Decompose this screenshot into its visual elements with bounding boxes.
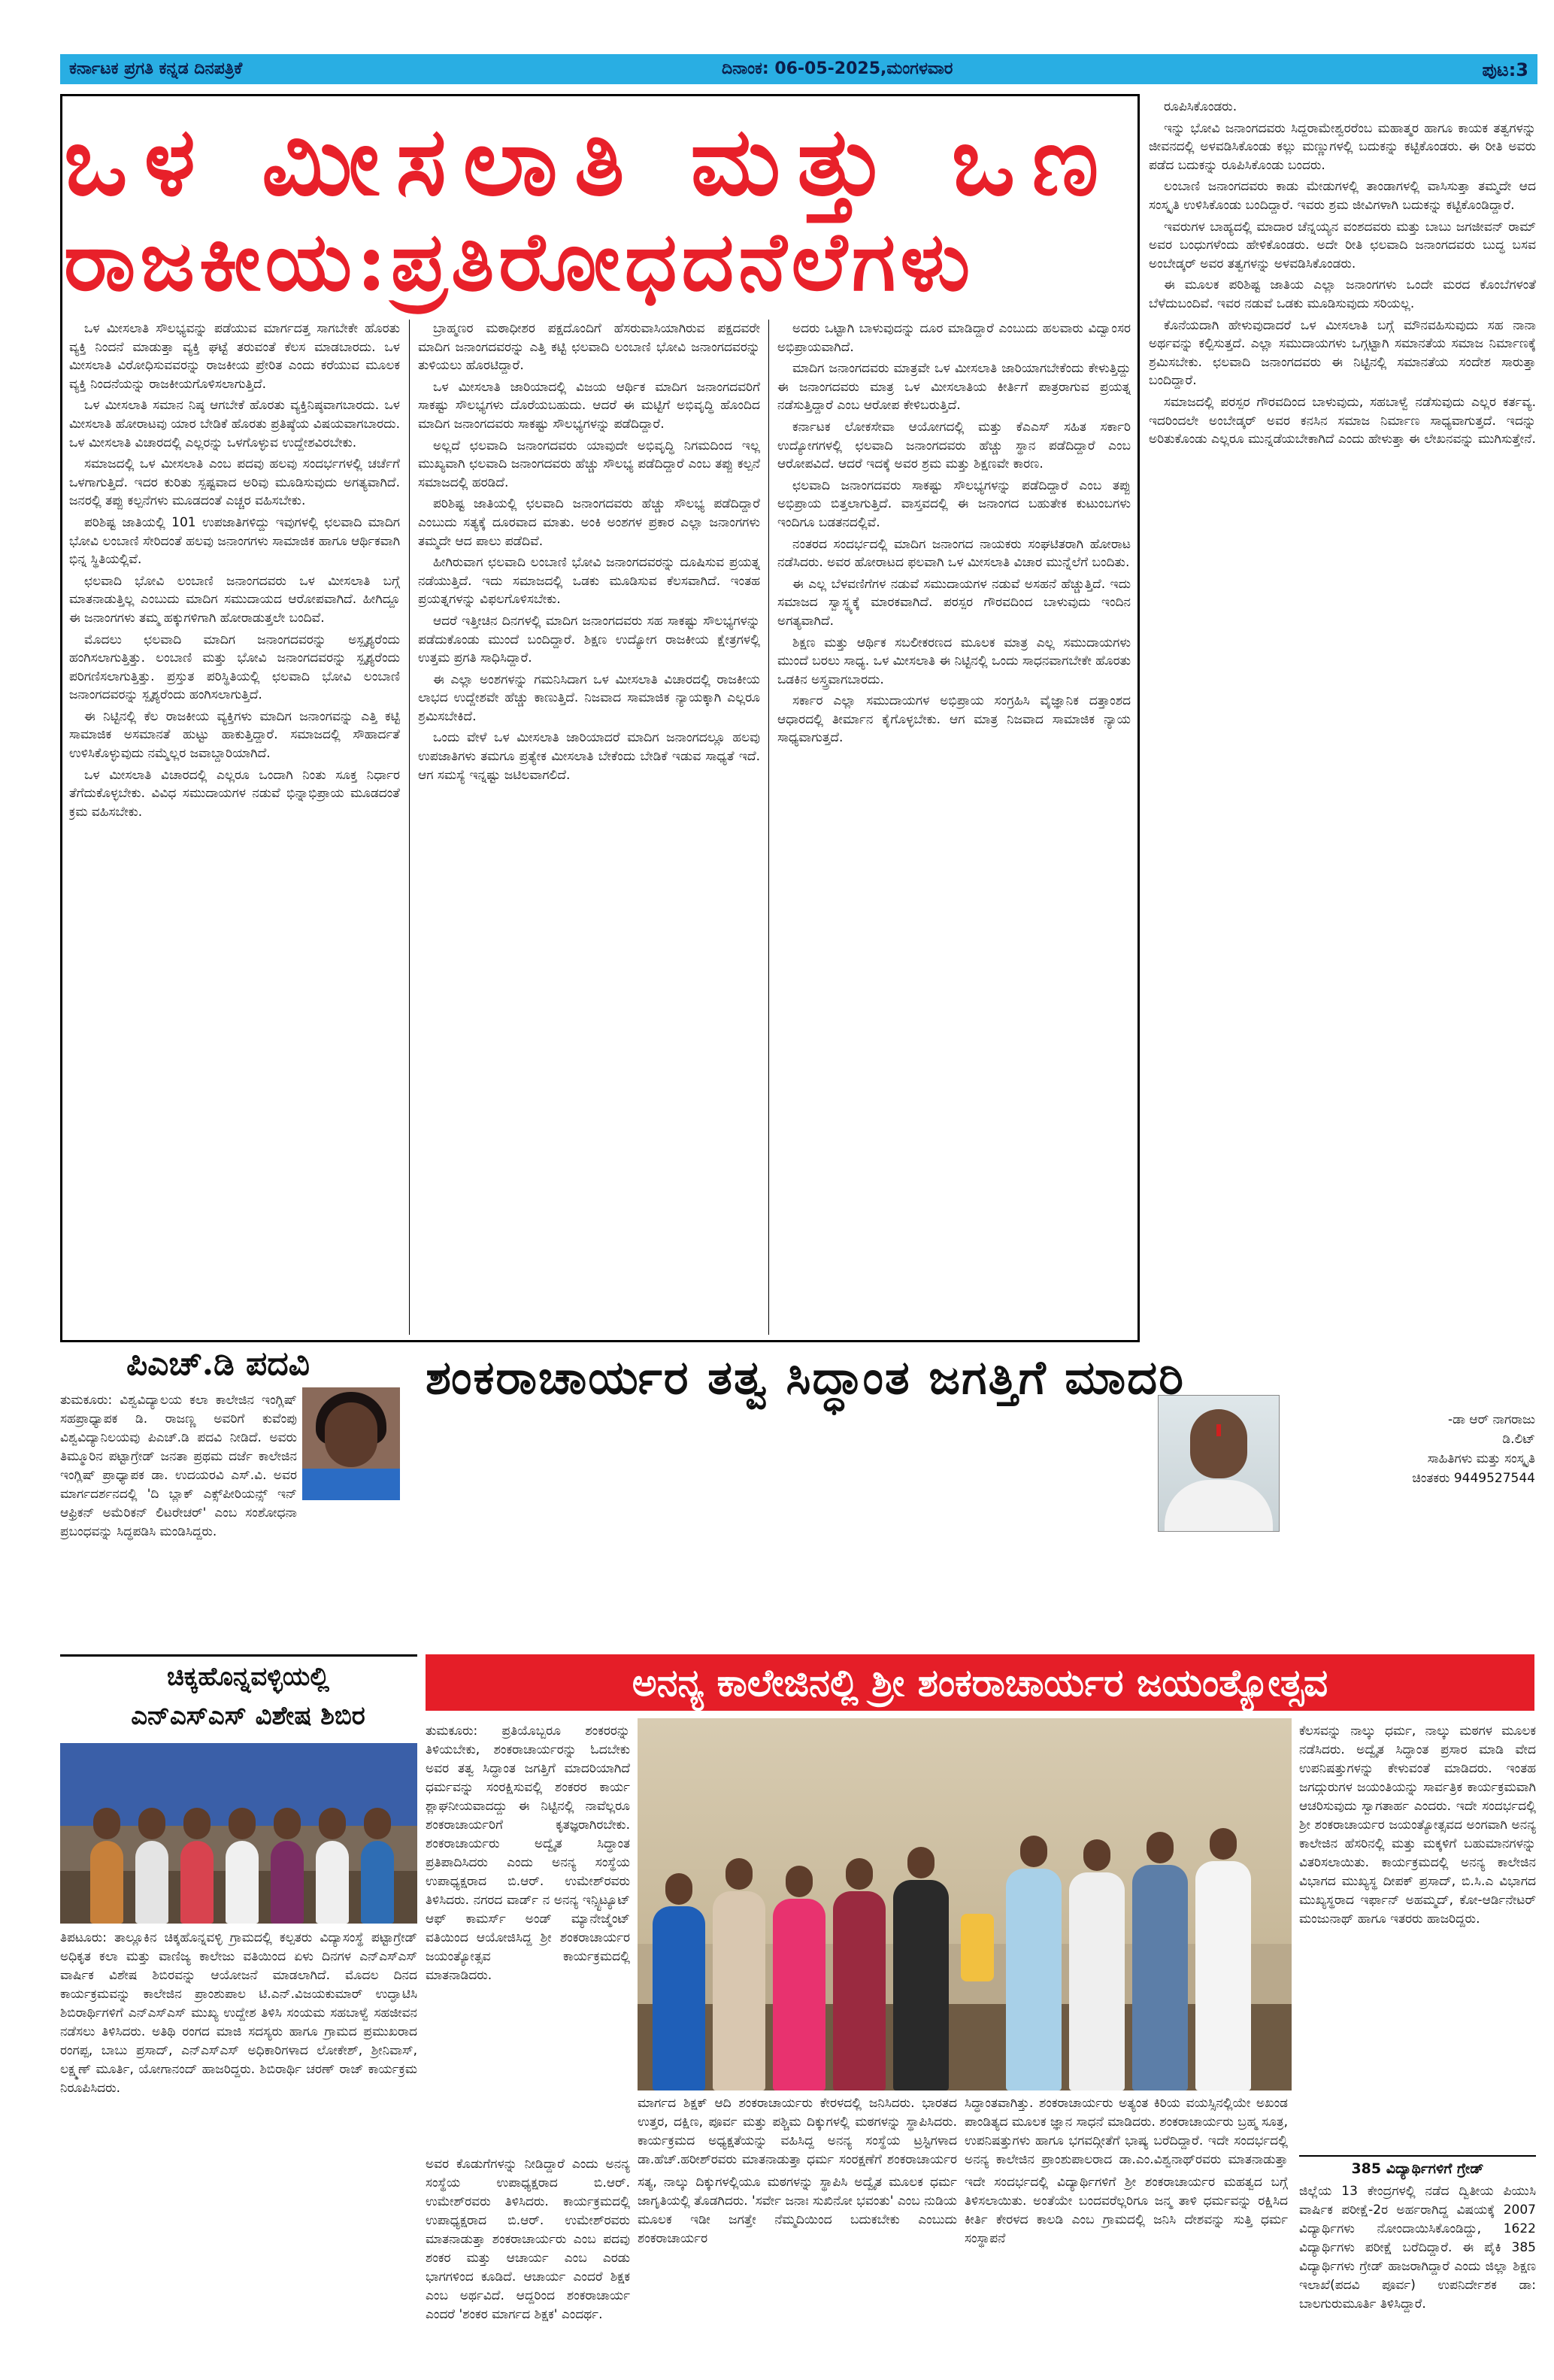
paragraph: ಈ ಎಲ್ಲ ಬೆಳವಣಿಗೆಗಳ ನಡುವೆ ಸಮುದಾಯಗಳ ನಡುವೆ ಅಸಹನೆ ಹೆಚ್ಚುತ್ತಿದೆ. ಇದು ಸಮಾಜದ ಸ್ವಾಸ್ಥ್ಯಕ್ಕೆ ಮಾರಕವಾಗಿದೆ. ಪರಸ್ಪರ ಗೌರವದಿಂದ ಬಾಳುವುದು ಇಂದಿನ ಅಗತ್ಯವಾಗಿದೆ. bbox=[777, 576, 1131, 629]
section-divider bbox=[60, 1654, 417, 1657]
phd-article-body: ತುಮಕೂರು: ವಿಶ್ವವಿದ್ಯಾಲಯ ಕಲಾ ಕಾಲೇಜಿನ ಇಂಗ್ಲಿಷ್ ಸಹಪ್ರಾಧ್ಯಾಪಕ ಡಿ. ರಾಜಣ್ಣ ಅವರಿಗೆ ಕುವೆಂಪು ವಿಶ್ವವಿದ್ಯಾನಿಲಯವು ಪಿಎಚ್.ಡಿ ಪದವಿ ನೀಡಿದೆ. ಅವರು ತಿಮ್ಮೂರಿನ ಪಟ್ಟಾಗ್ರೇಡ್ ಜನತಾ ಪ್ರಥಮ ದರ್ಜೆ ಕಾಲೇಜಿನ ಇಂಗ್ಲಿಷ್ ಪ್ರಾಧ್ಯಾಪಕ ಡಾ. ಉದಯರವಿ ಎಸ್.ವಿ. ಅವರ ಮಾರ್ಗದರ್ಶನದಲ್ಲಿ 'ದಿ ಬ್ಲಾಕ್ ಎಕ್ಸ್‌ಪೀರಿಯನ್ಸ್ ಇನ್ ಆಫ್ರಿಕನ್ ಅಮೆರಿಕನ್ ಲಿಟರೇಚರ್' ಎಂಬ ಸಂಶೋಧನಾ ಪ್ರಬಂಧವನ್ನು ಸಿದ್ಧಪಡಿಸಿ ಮಂಡಿಸಿದ್ದರು. bbox=[60, 1393, 297, 1539]
column-divider bbox=[409, 320, 410, 1335]
shankara-subheadline-banner: ಅನನ್ಯ ಕಾಲೇಜಿನಲ್ಲಿ ಶ್ರೀ ಶಂಕರಾಚಾರ್ಯರ ಜಯಂತ್ಯೋತ್ಸವ bbox=[426, 1654, 1534, 1711]
author-phone: ಚಿಂತಕರು 9449527544 bbox=[1412, 1471, 1535, 1486]
author-role: ಸಾಹಿತಿಗಳು ಮತ್ತು ಸಂಸ್ಕೃತಿ bbox=[1427, 1451, 1535, 1466]
author-name: -ಡಾ ಆರ್ ನಾಗರಾಜು bbox=[1448, 1412, 1535, 1427]
paragraph: ಇನ್ನು ಭೋವಿ ಜನಾಂಗದವರು ಸಿದ್ದರಾಮೇಶ್ವರರೆಂಬ ಮಹಾತ್ಮರ ಹಾಗೂ ಕಾಯಕ ತತ್ವಗಳನ್ನು ಜೀವನದಲ್ಲಿ ಅಳವಡಿಸಿಕೊಂಡು ಕಲ್ಲು ಮಣ್ಣುಗಳಲ್ಲಿ ಬದುಕನ್ನು ಕಟ್ಟಿಕೊಂಡರು. ಈ ರೀತಿ ಅವರು ಪಡೆದ ಬದುಕನ್ನು ರೂಪಿಸಿಕೊಂಡು ಬಂದರು. bbox=[1149, 120, 1536, 173]
main-headline-line2: ರಾಜಕೀಯ:ಪ್ರತಿರೋಧದನೆಲೆಗಳು bbox=[64, 214, 975, 309]
paragraph: ಅಲ್ಲದೆ ಛಲವಾದಿ ಜನಾಂಗದವರು ಯಾವುದೇ ಅಭಿವೃದ್ಧಿ ನಿಗಮದಿಂದ ಇಲ್ಲ ಮುಖ್ಯವಾಗಿ ಛಲವಾದಿ ಜನಾಂಗದವರು ಹೆಚ್ಚು ಸೌಲಭ್ಯ ಪಡೆದಿದ್ದಾರೆ ಎಂಬ ತಪ್ಪು ಕಲ್ಪನೆ ಸಮಾಜದಲ್ಲಿ ಹರಡಿದೆ. bbox=[418, 438, 760, 490]
paragraph: ಲಂಬಾಣಿ ಜನಾಂಗದವರು ಕಾಡು ಮೇಡುಗಳಲ್ಲಿ ತಾಂಡಾಗಳಲ್ಲಿ ವಾಸಿಸುತ್ತಾ ತಮ್ಮದೇ ಆದ ಸಂಸ್ಕೃತಿ ಉಳಿಸಿಕೊಂಡು ಬಂದಿದ್ದಾರೆ. ಇವರು ಶ್ರಮ ಜೀವಿಗಳಾಗಿ ಬದುಕನ್ನು ಕಟ್ಟಿಕೊಂಡಿದ್ದಾರೆ. bbox=[1149, 179, 1536, 213]
page-number: ಪುಟ:3 bbox=[1482, 59, 1528, 80]
paragraph: ರೂಪಿಸಿಕೊಂಡರು. bbox=[1164, 99, 1237, 114]
paragraph: ಆದರೆ ಇತ್ತೀಚಿನ ದಿನಗಳಲ್ಲಿ ಮಾದಿಗ ಜನಾಂಗದವರು ಸಹ ಸಾಕಷ್ಟು ಸೌಲಭ್ಯಗಳನ್ನು ಪಡೆದುಕೊಂಡು ಮುಂದೆ ಬಂದಿದ್ದಾರೆ. ಶಿಕ್ಷಣ ಉದ್ಯೋಗ ರಾಜಕೀಯ ಕ್ಷೇತ್ರಗಳಲ್ಲಿ ಉತ್ತಮ ಪ್ರಗತಿ ಸಾಧಿಸಿದ್ದಾರೆ. bbox=[418, 613, 760, 666]
shankara-column-mid-1: ಮಾರ್ಗದ ಶಿಕ್ಷಕ್ ಆದಿ ಶಂಕರಾಚಾರ್ಯರು ಕೇರಳದಲ್ಲಿ ಜನಿಸಿದರು. ಭಾರತದ ಉತ್ತರ, ದಕ್ಷಿಣ, ಪೂರ್ವ ಮತ್ತು ಪಶ್ಚಿಮ ದಿಕ್ಕುಗಳಲ್ಲಿ ಮಠಗಳನ್ನು ಸ್ಥಾಪಿಸಿದರು. ಕಾರ್ಯಕ್ರಮದ ಅಧ್ಯಕ್ಷತೆಯನ್ನು ವಹಿಸಿದ್ದ ಅನನ್ಯ ಸಂಸ್ಥೆಯ ಟ್ರಸ್ಟಿಗಳಾದ ಡಾ.ಹೆಚ್.ಹರೀಶ್‌ರವರು ಮಾತನಾಡುತ್ತಾ ಧರ್ಮ ಸಂರಕ್ಷಣೆಗೆ ಶಂಕರಾಚಾರ್ಯರ bbox=[638, 2096, 957, 2167]
nss-headline-line2: ಎನ್‌ಎಸ್‌ಎಸ್ ವಿಶೇಷ ಶಿಬಿರ bbox=[131, 1701, 365, 1731]
paragraph: ಇವರುಗಳ ಬಾಹ್ಯದಲ್ಲಿ ಮಾದಾರ ಚೆನ್ನಯ್ಯನ ವಂಶದವರು ಮತ್ತು ಬಾಬು ಜಗಜೀವನ್ ರಾಮ್ ಅವರ ಬಂಧುಗಳೆಂದು ಹೇಳಿಕೊಂಡರು. ಅದೇ ರೀತಿ ಛಲವಾದಿ ಜನಾಂಗದವರು ಬುದ್ಧ ಬಸವ ಅಂಬೇಡ್ಕರ್ ಅವರ ತತ್ವಗಳನ್ನು ಅಳವಡಿಸಿಕೊಂಡರು. bbox=[1149, 219, 1536, 271]
paragraph: ಮೊದಲು ಛಲವಾದಿ ಮಾದಿಗ ಜನಾಂಗದವರನ್ನು ಅಸ್ಪೃಶ್ಯರೆಂದು ಹಂಗಿಸಲಾಗುತ್ತಿತ್ತು. ಲಂಬಾಣಿ ಮತ್ತು ಭೋವಿ ಜನಾಂಗದವರನ್ನು ಸ್ಪೃಶ್ಯರೆಂದು ಪರಿಗಣಿಸಲಾಗುತ್ತಿತ್ತು. ಪ್ರಸ್ತುತ ಪರಿಸ್ಥಿತಿಯಲ್ಲಿ ಛಲವಾದಿ ಭೋವಿ ಲಂಬಾಣಿ ಜನಾಂಗದವರನ್ನು ಸ್ಪೃಶ್ಯರೆಂದು ಹಂಗಿಸಲಾಗುತ್ತಿದೆ. bbox=[69, 632, 400, 703]
newspaper-name: ಕರ್ನಾಟಕ ಪ್ರಗತಿ ಕನ್ನಡ ದಿನಪತ್ರಿಕೆ bbox=[69, 59, 243, 78]
nss-article-body: ತಿಪಟೂರು: ತಾಲ್ಲೂಕಿನ ಚಿಕ್ಕಹೊನ್ನವಳ್ಳಿ ಗ್ರಾಮದಲ್ಲಿ ಕಲ್ಪತರು ವಿದ್ಯಾಸಂಸ್ಥೆ ಪಟ್ಟಾಗ್ರೇಡ್ ಅಧಿಕೃತ ಕಲಾ ಮತ್ತು ವಾಣಿಜ್ಯ ಕಾಲೇಜು ವತಿಯಿಂದ ಏಳು ದಿನಗಳ ಎನ್‌ಎಸ್‌ಎಸ್ ವಾರ್ಷಿಕ ವಿಶೇಷ ಶಿಬಿರವನ್ನು ಆಯೋಜನೆ ಮಾಡಲಾಗಿದೆ. ಮೊದಲ ದಿನದ ಕಾರ್ಯಕ್ರಮವನ್ನು ಕಾಲೇಜಿನ ಪ್ರಾಂಶುಪಾಲ ಟಿ.ಎನ್.ವಿಜಯಕುಮಾರ್ ಉದ್ಘಾಟಿಸಿ ಶಿಬಿರಾರ್ಥಿಗಳಿಗೆ ಎನ್‌ಎಸ್‌ಎಸ್ ಮುಖ್ಯ ಉದ್ದೇಶ ತಿಳಿಸಿ ಸಂಯಮ ಸಹಬಾಳ್ವೆ ಸಹಜೀವನ ನಡೆಸಲು ತಿಳಿಸಿದರು. ಅತಿಥಿ ರಂಗದ ಮಾಜಿ ಸದಸ್ಯರು ಹಾಗೂ ಗ್ರಾಮದ ಪ್ರಮುಖರಾದ ರಂಗಪ್ಪ, ಬಾಬು ಪ್ರಸಾದ್, ಎನ್‌ಎಸ್‌ಎಸ್ ಅಧಿಕಾರಿಗಳಾದ ಲೋಕೇಶ್, ಶ್ರೀನಿವಾಸ್, ಲಕ್ಷ್ಮಣ್ ಮೂರ್ತಿ, ಯೋಗಾನಂದ್ ಹಾಜರಿದ್ದರು. ಶಿಬಿರಾರ್ಥಿ ಚರಣ್ ರಾಜ್ ಕಾರ್ಯಕ್ರಮ ನಿರೂಪಿಸಿದರು. bbox=[60, 1930, 417, 2096]
college-group-photo bbox=[638, 1718, 1292, 2090]
nss-headline-line1: ಚಿಕ್ಕಹೊನ್ನವಳ್ಳಿಯಲ್ಲಿ bbox=[166, 1662, 330, 1692]
article-column-2 bbox=[418, 320, 760, 1335]
paragraph: ಕರ್ನಾಟಕ ಲೋಕಸೇವಾ ಆಯೋಗದಲ್ಲಿ ಮತ್ತು ಕೆಎಎಸ್ ಸಹಿತ ಸರ್ಕಾರಿ ಉದ್ಯೋಗಗಳಲ್ಲಿ ಛಲವಾದಿ ಜನಾಂಗದವರು ಹೆಚ್ಚು ಸ್ಥಾನ ಪಡೆದಿದ್ದಾರೆ ಎಂಬ ಆರೋಪವಿದೆ. ಆದರೆ ಇದಕ್ಕೆ ಅವರ ಶ್ರಮ ಮತ್ತು ಶಿಕ್ಷಣವೇ ಕಾರಣ. bbox=[777, 419, 1131, 472]
paragraph: ನಂತರದ ಸಂದರ್ಭದಲ್ಲಿ ಮಾದಿಗ ಜನಾಂಗದ ನಾಯಕರು ಸಂಘಟಿತರಾಗಿ ಹೋರಾಟ ನಡೆಸಿದರು. ಅವರ ಹೋರಾಟದ ಫಲವಾಗಿ ಒಳ ಮೀಸಲಾತಿ ವಿಚಾರ ಮುನ್ನೆಲೆಗೆ ಬಂದಿತು. bbox=[777, 536, 1131, 571]
grade-exam-body: ಜಿಲ್ಲೆಯ 13 ಕೇಂದ್ರಗಳಲ್ಲಿ ನಡೆದ ದ್ವಿತೀಯ ಪಿಯುಸಿ ವಾರ್ಷಿಕ ಪರೀಕ್ಷೆ-2ರ ಅರ್ಹರಾಗಿದ್ದ ವಿಷಯಕ್ಕೆ 2007 ವಿದ್ಯಾರ್ಥಿಗಳು ನೋಂದಾಯಿಸಿಕೊಂಡಿದ್ದು, 1622 ವಿದ್ಯಾರ್ಥಿಗಳು ಪರೀಕ್ಷೆ ಬರೆದಿದ್ದಾರೆ. ಈ ಪೈಕಿ 385 ವಿದ್ಯಾರ್ಥಿಗಳು ಗ್ರೇಡ್ ಹಾಜರಾಗಿದ್ದಾರೆ ಎಂದು ಜಿಲ್ಲಾ ಶಿಕ್ಷಣ ಇಲಾಖೆ(ಪದವಿ ಪೂರ್ವ) ಉಪನಿರ್ದೇಶಕ ಡಾ: ಬಾಲಗುರುಮೂರ್ತಿ ತಿಳಿಸಿದ್ದಾರೆ. bbox=[1299, 2184, 1536, 2312]
nss-camp-photo bbox=[60, 1743, 417, 1924]
paragraph: ಒಳ ಮೀಸಲಾತಿ ಸಮಾನ ನಿಷ್ಠ ಆಗಬೇಕೆ ಹೊರತು ವ್ಯಕ್ತಿನಿಷ್ಠವಾಗಬಾರದು. ಒಳ ಮೀಸಲಾತಿ ಹೋರಾಟವು ಯಾರ ಬೇಡಿಕೆ ಹೊರತು ಪ್ರತಿಷ್ಠೆಯ ವಿಷಯವಾಗಬಾರದು. ಒಳ ಮೀಸಲಾತಿ ವಿಚಾರದಲ್ಲಿ ಎಲ್ಲರನ್ನು ಒಳಗೊಳ್ಳುವ ಉದ್ದೇಶವಿರಬೇಕು. bbox=[69, 398, 400, 450]
main-headline-line1: ಒಳ ಮೀಸಲಾತಿ ಮತ್ತು ಒಣ bbox=[64, 105, 1116, 217]
shankara-column-bottom-a: ಅವರ ಕೊಡುಗೆಗಳನ್ನು ನೀಡಿದ್ದಾರೆ ಎಂದು ಅನನ್ಯ ಸಂಸ್ಥೆಯ ಉಪಾಧ್ಯಕ್ಷರಾದ ಬಿ.ಆರ್. ಉಮೇಶ್‌ರವರು ತಿಳಿಸಿದರು. ಕಾರ್ಯಕ್ರಮದಲ್ಲಿ ಉಪಾಧ್ಯಕ್ಷರಾದ ಬಿ.ಆರ್. ಉಮೇಶ್‌ರವರು ಮಾತನಾಡುತ್ತಾ ಶಂಕರಾಚಾರ್ಯರು ಎಂಬ ಪದವು ಶಂಕರ ಮತ್ತು ಆಚಾರ್ಯ ಎಂಬ ಎರಡು ಭಾಗಗಳಿಂದ ಕೂಡಿದೆ. ಆಚಾರ್ಯ ಎಂದರೆ ಶಿಕ್ಷಕ ಎಂಬ ಅರ್ಥವಿದೆ. ಆದ್ದರಿಂದ ಶಂಕರಾಚಾರ್ಯ ಎಂದರೆ 'ಶಂಕರ ಮಾರ್ಗದ ಶಿಕ್ಷಕ' ಎಂದರ್ಥ. bbox=[426, 2157, 630, 2322]
author-photo bbox=[1158, 1395, 1280, 1532]
paragraph: ಒಳ ಮೀಸಲಾತಿ ಸೌಲಭ್ಯವನ್ನು ಪಡೆಯುವ ಮಾರ್ಗದತ್ತ ಸಾಗಬೇಕೇ ಹೊರತು ವ್ಯಕ್ತಿ ನಿಂದನೆ ಮಾಡುತ್ತಾ ವ್ಯಕ್ತಿ ಘಟ್ಟೆ ತರುವಂತೆ ಕೆಲಸ ಮಾಡಬಾರದು. ಒಳ ಮೀಸಲಾತಿ ವಿರೋಧಿಸುವವರನ್ನು ರಾಜಕೀಯ ಪ್ರೇರಿತ ಎಂದು ಕರೆಯುವ ಮೂಲಕ ವ್ಯಕ್ತಿ ನಿಂದನೆಯನ್ನು ರಾಜಕೀಯಗೊಳಿಸಲಾಗುತ್ತಿದೆ. bbox=[69, 321, 400, 392]
article-column-4 bbox=[1149, 98, 1536, 1387]
paragraph: ಸಮಾಜದಲ್ಲಿ ಒಳ ಮೀಸಲಾತಿ ಎಂಬ ಪದವು ಹಲವು ಸಂದರ್ಭಗಳಲ್ಲಿ ಚರ್ಚೆಗೆ ಒಳಗಾಗುತ್ತಿದೆ. ಇದರ ಕುರಿತು ಸ್ಪಷ್ಟವಾದ ಅರಿವು ಮೂಡಿಸುವುದು ಅಗತ್ಯವಾಗಿದೆ. ಜನರಲ್ಲಿ ತಪ್ಪು ಕಲ್ಪನೆಗಳು ಮೂಡದಂತೆ ಎಚ್ಚರ ವಹಿಸಬೇಕು. bbox=[69, 456, 400, 509]
shankara-column-right-top: ಕೆಲಸವನ್ನು ನಾಲ್ಕು ಧರ್ಮ, ನಾಲ್ಕು ಮಠಗಳ ಮೂಲಕ ನಡೆಸಿದರು. ಅದ್ವೈತ ಸಿದ್ಧಾಂತ ಪ್ರಸಾರ ಮಾಡಿ ವೇದ ಉಪನಿಷತ್ತುಗಳನ್ನು ಕೇಳುವಂತೆ ಮಾಡಿದರು. ಇಂತಹ ಜಗದ್ಗುರುಗಳ ಜಯಂತಿಯನ್ನು ಸಾರ್ವತ್ರಿಕ ಕಾರ್ಯಕ್ರಮವಾಗಿ ಆಚರಿಸುವುದು ಸ್ವಾಗತಾರ್ಹ ಎಂದರು. ಇದೇ ಸಂದರ್ಭದಲ್ಲಿ ಶ್ರೀ ಶಂಕರಾಚಾರ್ಯರ ಜಯಂತ್ಯೋತ್ಸವದ ಅಂಗವಾಗಿ ಅನನ್ಯ ಕಾಲೇಜಿನ ಹೆಸರಿನಲ್ಲಿ ಮತ್ತು ಮಕ್ಕಳಿಗೆ ಬಹುಮಾನಗಳನ್ನು ವಿತರಿಸಲಾಯಿತು. ಕಾರ್ಯಕ್ರಮದಲ್ಲಿ ಅನನ್ಯ ಕಾಲೇಜಿನ ವಿಭಾಗದ ಮುಖ್ಯಸ್ಥ ದೀಪಕ್ ಪ್ರಸಾದ್, ಬಿ.ಸಿ.ಎ ವಿಭಾಗದ ಮುಖ್ಯಸ್ಥರಾದ ಇರ್ಫಾನ್ ಅಹಮ್ಮದ್, ಕೋ-ಆರ್ಡಿನೇಟರ್ ಮಂಜುನಾಥ್ ಹಾಗೂ ಇತರರು ಹಾಜರಿದ್ದರು. bbox=[1299, 1724, 1536, 1927]
shankara-column-bottom-b: ಸತ್ಯ, ನಾಲ್ಕು ದಿಕ್ಕುಗಳಲ್ಲಿಯೂ ಮಠಗಳನ್ನು ಸ್ಥಾಪಿಸಿ ಅದ್ವೈತ ಮೂಲಕ ಧರ್ಮ ಜಾಗೃತಿಯಲ್ಲಿ ತೊಡಗಿದರು. 'ಸರ್ವೇ ಜನಾಃ ಸುಖಿನೋ ಭವಂತು' ಎಂಬ ನುಡಿಯ ಮೂಲಕ ಇಡೀ ಜಗತ್ತೇ ನೆಮ್ಮದಿಯಿಂದ ಬದುಕಬೇಕು ಎಂಬುದು ಶಂಕರಾಚಾರ್ಯರ bbox=[638, 2175, 957, 2246]
shankara-column-mid-2: ಸಿದ್ಧಾಂತವಾಗಿತ್ತು. ಶಂಕರಾಚಾರ್ಯರು ಅತ್ಯಂತ ಕಿರಿಯ ವಯಸ್ಸಿನಲ್ಲಿಯೇ ಅಖಂಡ ಪಾಂಡಿತ್ಯದ ಮೂಲಕ ಜ್ಞಾನ ಸಾಧನೆ ಮಾಡಿದರು. ಶಂಕರಾಚಾರ್ಯರು ಬ್ರಹ್ಮ ಸೂತ್ರ, ಉಪನಿಷತ್ತುಗಳು ಹಾಗೂ ಭಗವದ್ಗೀತೆಗೆ ಭಾಷ್ಯ ಬರೆದಿದ್ದಾರೆ. ಇದೇ ಸಂದರ್ಭದಲ್ಲಿ ಅನನ್ಯ ಕಾಲೇಜಿನ ಪ್ರಾಂಶುಪಾಲರಾದ ಡಾ.ಎಂ.ವಿಶ್ವನಾಥ್‌ರವರು ಮಾತನಾಡುತ್ತಾ bbox=[965, 2096, 1288, 2167]
paragraph: ಈ ಎಲ್ಲಾ ಅಂಶಗಳನ್ನು ಗಮನಿಸಿದಾಗ ಒಳ ಮೀಸಲಾತಿ ವಿಚಾರದಲ್ಲಿ ರಾಜಕೀಯ ಲಾಭದ ಉದ್ದೇಶವೇ ಹೆಚ್ಚು ಕಾಣುತ್ತಿದೆ. ನಿಜವಾದ ಸಾಮಾಜಿಕ ನ್ಯಾಯಕ್ಕಾಗಿ ಎಲ್ಲರೂ ಶ್ರಮಿಸಬೇಕಿದೆ. bbox=[418, 672, 760, 724]
article-column-3 bbox=[777, 320, 1131, 1335]
paragraph: ಹೀಗಿರುವಾಗ ಛಲವಾದಿ ಲಂಬಾಣಿ ಭೋವಿ ಜನಾಂಗದವರನ್ನು ದೂಷಿಸುವ ಪ್ರಯತ್ನ ನಡೆಯುತ್ತಿದೆ. ಇದು ಸಮಾಜದಲ್ಲಿ ಒಡಕು ಮೂಡಿಸುವ ಕೆಲಸವಾಗಿದೆ. ಇಂತಹ ಪ್ರಯತ್ನಗಳನ್ನು ವಿಫಲಗೊಳಿಸಬೇಕು. bbox=[418, 555, 760, 608]
grade-exam-headline: 385 ವಿದ್ಯಾರ್ಥಿಗಳಿಗೆ ಗ್ರೇಡ್ bbox=[1351, 2160, 1484, 2177]
article-column-1 bbox=[69, 320, 400, 1335]
paragraph: ಕೊನೆಯದಾಗಿ ಹೇಳುವುದಾದರೆ ಒಳ ಮೀಸಲಾತಿ ಬಗ್ಗೆ ಮೌನವಹಿಸುವುದು ಸಹ ನಾನಾ ಅರ್ಥವನ್ನು ಕಲ್ಪಿಸುತ್ತದೆ. ಎಲ್ಲಾ ಸಮುದಾಯಗಳು ಒಗ್ಗಟ್ಟಾಗಿ ಸಮಾನತೆಯ ಸಮಾಜ ನಿರ್ಮಾಣಕ್ಕೆ ಶ್ರಮಿಸಬೇಕು. ಛಲವಾದಿ ಜನಾಂಗದವರು ಈ ನಿಟ್ಟಿನಲ್ಲಿ ಸಮಾನತೆಯ ಸಂದೇಶ ಸಾರುತ್ತಾ ಬಂದಿದ್ದಾರೆ. bbox=[1149, 317, 1536, 389]
paragraph: ಅದರು ಒಟ್ಟಾಗಿ ಬಾಳುವುದನ್ನು ದೂರ ಮಾಡಿದ್ದಾರೆ ಎಂಬುದು ಹಲವಾರು ವಿದ್ವಾಂಸರ ಅಭಿಪ್ರಾಯವಾಗಿದೆ. bbox=[777, 321, 1131, 355]
paragraph: ಸರ್ಕಾರ ಎಲ್ಲಾ ಸಮುದಾಯಗಳ ಅಭಿಪ್ರಾಯ ಸಂಗ್ರಹಿಸಿ ವೈಜ್ಞಾನಿಕ ದತ್ತಾಂಶದ ಆಧಾರದಲ್ಲಿ ತೀರ್ಮಾನ ಕೈಗೊಳ್ಳಬೇಕು. ಆಗ ಮಾತ್ರ ನಿಜವಾದ ಸಾಮಾಜಿಕ ನ್ಯಾಯ ಸಾಧ್ಯವಾಗುತ್ತದೆ. bbox=[777, 693, 1131, 746]
paragraph: ಮಾದಿಗ ಜನಾಂಗದವರು ಮಾತ್ರವೇ ಒಳ ಮೀಸಲಾತಿ ಜಾರಿಯಾಗಬೇಕೆಂದು ಕೇಳುತ್ತಿದ್ದು ಈ ಜನಾಂಗದವರು ಮಾತ್ರ ಒಳ ಮೀಸಲಾತಿಯ ಕೀರ್ತಿಗೆ ಪಾತ್ರರಾಗುವ ಪ್ರಯತ್ನ ನಡೆಸುತ್ತಿದ್ದಾರೆ ಎಂಬ ಆರೋಪ ಕೇಳಿಬರುತ್ತಿದೆ. bbox=[777, 361, 1131, 414]
masthead-bar bbox=[60, 54, 1537, 84]
paragraph: ಛಲವಾದಿ ಜನಾಂಗದವರು ಸಾಕಷ್ಟು ಸೌಲಭ್ಯಗಳನ್ನು ಪಡೆದಿದ್ದಾರೆ ಎಂಬ ತಪ್ಪು ಅಭಿಪ್ರಾಯ ಬಿತ್ತಲಾಗುತ್ತಿದೆ. ವಾಸ್ತವದಲ್ಲಿ ಈ ಜನಾಂಗದ ಬಹುತೇಕ ಕುಟುಂಬಗಳು ಇಂದಿಗೂ ಬಡತನದಲ್ಲಿವೆ. bbox=[777, 478, 1131, 530]
shankara-column-left: ತುಮಕೂರು: ಪ್ರತಿಯೊಬ್ಬರೂ ಶಂಕರರನ್ನು ತಿಳಿಯಬೇಕು, ಶಂಕರಾಚಾರ್ಯರನ್ನು ಓದಬೇಕು ಅವರ ತತ್ವ ಸಿದ್ಧಾಂತ ಜಗತ್ತಿಗೆ ಮಾದರಿಯಾಗಿದೆ ಧರ್ಮವನ್ನು ಸಂರಕ್ಷಿಸುವಲ್ಲಿ ಶಂಕರರ ಕಾರ್ಯ ಶ್ಲಾಘನೀಯವಾದದ್ದು ಈ ನಿಟ್ಟಿನಲ್ಲಿ ನಾವೆಲ್ಲರೂ ಶಂಕರಾಚಾರ್ಯರಿಗೆ ಕೃತಜ್ಞರಾಗಿರಬೇಕು. ಶಂಕರಾಚಾರ್ಯರು ಅದ್ವೈತ ಸಿದ್ಧಾಂತ ಪ್ರತಿಪಾದಿಸಿದರು ಎಂದು ಅನನ್ಯ ಸಂಸ್ಥೆಯ ಉಪಾಧ್ಯಕ್ಷರಾದ ಬಿ.ಆರ್. ಉಮೇಶ್‌ರವರು ತಿಳಿಸಿದರು. ನಗರದ ವಾರ್ಡ್ ನ ಅನನ್ಯ ಇನ್ಸ್ಟಿಟ್ಯೂಟ್ ಆಫ್ ಕಾಮರ್ಸ್ ಅಂಡ್ ಮ್ಯಾನೇಜ್ಮೆಂಟ್ ವತಿಯಿಂದ ಆಯೋಜಿಸಿದ್ದ ಶ್ರೀ ಶಂಕರಾಚಾರ್ಯರ ಜಯಂತ್ಯೋತ್ಸವ ಕಾರ್ಯಕ್ರಮದಲ್ಲಿ ಮಾತನಾಡಿದರು. bbox=[426, 1724, 630, 1983]
paragraph: ಈ ಮೂಲಕ ಪರಿಶಿಷ್ಟ ಜಾತಿಯ ಎಲ್ಲಾ ಜನಾಂಗಗಳು ಒಂದೇ ಮರದ ಕೊಂಬೆಗಳಂತೆ ಬೆಳೆದುಬಂದಿವೆ. ಇವರ ನಡುವೆ ಒಡಕು ಮೂಡಿಸುವುದು ಸರಿಯಲ್ಲ. bbox=[1149, 277, 1536, 311]
paragraph: ಈ ನಿಟ್ಟಿನಲ್ಲಿ ಕೆಲ ರಾಜಕೀಯ ವ್ಯಕ್ತಿಗಳು ಮಾದಿಗ ಜನಾಂಗವನ್ನು ಎತ್ತಿ ಕಟ್ಟಿ ಸಾಮಾಜಿಕ ಅಸಮಾನತೆ ಹುಟ್ಟು ಹಾಕುತ್ತಿದ್ದಾರೆ. ಸಮಾಜದಲ್ಲಿ ಸೌಹಾರ್ದತೆ ಉಳಿಸಿಕೊಳ್ಳುವುದು ನಮ್ಮೆಲ್ಲರ ಜವಾಬ್ದಾರಿಯಾಗಿದೆ. bbox=[69, 708, 400, 762]
author-degree: ಡಿ.ಲಿಟ್ bbox=[1502, 1432, 1535, 1447]
phd-headline: ಪಿಎಚ್.ಡಿ ಪದವಿ bbox=[126, 1345, 310, 1383]
paragraph: ಛಲವಾದಿ ಭೋವಿ ಲಂಬಾಣಿ ಜನಾಂಗದವರು ಒಳ ಮೀಸಲಾತಿ ಬಗ್ಗೆ ಮಾತನಾಡುತ್ತಿಲ್ಲ ಎಂಬುದು ಮಾದಿಗ ಸಮುದಾಯದ ಆರೋಪವಾಗಿದೆ. ಹೀಗಿದ್ದೂ ಈ ಜನಾಂಗಗಳು ತಮ್ಮ ಹಕ್ಕುಗಳಿಗಾಗಿ ಹೋರಾಡುತ್ತಲೇ ಬಂದಿವೆ. bbox=[69, 573, 400, 626]
paragraph: ಪರಿಶಿಷ್ಟ ಜಾತಿಯಲ್ಲಿ ಛಲವಾದಿ ಜನಾಂಗದವರು ಹೆಚ್ಚು ಸೌಲಭ್ಯ ಪಡೆದಿದ್ದಾರೆ ಎಂಬುದು ಸತ್ಯಕ್ಕೆ ದೂರವಾದ ಮಾತು. ಅಂಕಿ ಅಂಶಗಳ ಪ್ರಕಾರ ಎಲ್ಲಾ ಜನಾಂಗಗಳು ತಮ್ಮದೇ ಆದ ಪಾಲು ಪಡೆದಿವೆ. bbox=[418, 496, 760, 549]
paragraph: ಶಿಕ್ಷಣ ಮತ್ತು ಆರ್ಥಿಕ ಸಬಲೀಕರಣದ ಮೂಲಕ ಮಾತ್ರ ಎಲ್ಲ ಸಮುದಾಯಗಳು ಮುಂದೆ ಬರಲು ಸಾಧ್ಯ. ಒಳ ಮೀಸಲಾತಿ ಈ ನಿಟ್ಟಿನಲ್ಲಿ ಒಂದು ಸಾಧನವಾಗಬೇಕೇ ಹೊರತು ಒಡಕಿನ ಅಸ್ತ್ರವಾಗಬಾರದು. bbox=[777, 635, 1131, 687]
paragraph: ಬ್ರಾಹ್ಮಣರ ಮಠಾಧೀಶರ ಪಕ್ಷದೊಂದಿಗೆ ಹೆಸರುವಾಸಿಯಾಗಿರುವ ಪಕ್ಷದವರೇ ಮಾದಿಗ ಜನಾಂಗದವರನ್ನು ಎತ್ತಿ ಕಟ್ಟಿ ಛಲವಾದಿ ಲಂಬಾಣಿ ಭೋವಿ ಜನಾಂಗದವರನ್ನು ತುಳಿಯಲು ಹೊರಟಿದ್ದಾರೆ. bbox=[418, 321, 760, 374]
issue-date: ದಿನಾಂಕ: 06-05-2025,ಮಂಗಳವಾರ bbox=[722, 59, 953, 78]
section-divider bbox=[1299, 2155, 1536, 2157]
paragraph: ಒಳ ಮೀಸಲಾತಿ ವಿಚಾರದಲ್ಲಿ ಎಲ್ಲರೂ ಒಂದಾಗಿ ನಿಂತು ಸೂಕ್ತ ನಿರ್ಧಾರ ತೆಗೆದುಕೊಳ್ಳಬೇಕು. ವಿವಿಧ ಸಮುದಾಯಗಳ ನಡುವೆ ಭಿನ್ನಾಭಿಪ್ರಾಯ ಮೂಡದಂತೆ ಕ್ರಮ ವಹಿಸಬೇಕು. bbox=[69, 767, 400, 820]
paragraph: ಸಮಾಜದಲ್ಲಿ ಪರಸ್ಪರ ಗೌರವದಿಂದ ಬಾಳುವುದು, ಸಹಬಾಳ್ವೆ ನಡೆಸುವುದು ಎಲ್ಲರ ಕರ್ತವ್ಯ. ಇದರಿಂದಲೇ ಅಂಬೇಡ್ಕರ್ ಅವರ ಕನಸಿನ ಸಮಾಜ ನಿರ್ಮಾಣ ಸಾಧ್ಯವಾಗುತ್ತದೆ. ಇದನ್ನು ಅರಿತುಕೊಂಡು ಎಲ್ಲರೂ ಮುನ್ನಡೆಯಬೇಕಾಗಿದೆ ಎಂದು ಹೇಳುತ್ತಾ ಈ ಲೇಖನವನ್ನು ಮುಗಿಸುತ್ತೇನೆ. bbox=[1149, 394, 1536, 447]
paragraph: ಒಳ ಮೀಸಲಾತಿ ಜಾರಿಯಾದಲ್ಲಿ ವಿಜಯ ಆರ್ಥಿಕ ಮಾದಿಗ ಜನಾಂಗದವರಿಗೆ ಸಾಕಷ್ಟು ಸೌಲಭ್ಯಗಳು ದೊರೆಯಬಹುದು. ಆದರೆ ಈ ಮಟ್ಟಿಗೆ ಅಭಿವೃದ್ಧಿ ಹೊಂದಿದ ಮಾದಿಗ ಜನಾಂಗದವರು ಸಾಕಷ್ಟು ಸೌಲಭ್ಯಗಳನ್ನು ಪಡೆದಿದ್ದಾರೆ. bbox=[418, 379, 760, 432]
paragraph: ಒಂದು ವೇಳೆ ಒಳ ಮೀಸಲಾತಿ ಜಾರಿಯಾದರೆ ಮಾದಿಗ ಜನಾಂಗದಲ್ಲೂ ಹಲವು ಉಪಜಾತಿಗಳು ತಮಗೂ ಪ್ರತ್ಯೇಕ ಮೀಸಲಾತಿ ಬೇಕೆಂದು ಬೇಡಿಕೆ ಇಡುವ ಸಾಧ್ಯತೆ ಇದೆ. ಆಗ ಸಮಸ್ಯೆ ಇನ್ನಷ್ಟು ಜಟಿಲವಾಗಲಿದೆ. bbox=[418, 730, 760, 783]
paragraph: ಪರಿಶಿಷ್ಟ ಜಾತಿಯಲ್ಲಿ 101 ಉಪಜಾತಿಗಳಿದ್ದು ಇವುಗಳಲ್ಲಿ ಛಲವಾದಿ ಮಾದಿಗ ಭೋವಿ ಲಂಬಾಣಿ ಸೇರಿದಂತೆ ಹಲವು ಜನಾಂಗಗಳು ಸಾಮಾಜಿಕ ಹಾಗೂ ಆರ್ಥಿಕವಾಗಿ ಭಿನ್ನ ಸ್ಥಿತಿಯಲ್ಲಿವೆ. bbox=[69, 514, 400, 568]
shankara-headline: ಶಂಕರಾಚಾರ್ಯರ ತತ್ವ ಸಿದ್ಧಾಂತ ಜಗತ್ತಿಗೆ ಮಾದರಿ bbox=[426, 1350, 1185, 1405]
column-divider bbox=[768, 320, 769, 1335]
phd-recipient-photo bbox=[302, 1387, 400, 1500]
shankara-column-bottom-c: ಇದೇ ಸಂದರ್ಭದಲ್ಲಿ ವಿದ್ಯಾರ್ಥಿಗಳಿಗೆ ಶ್ರೀ ಶಂಕರಾಚಾರ್ಯರ ಮಹತ್ವದ ಬಗ್ಗೆ ತಿಳಿಸಲಾಯಿತು. ಅಂತೆಯೇ ಬಂದವರೆಲ್ಲರಿಗೂ ಜನ್ಮ ತಾಳಿ ಧರ್ಮವನ್ನು ರಕ್ಷಿಸಿದ ಕೀರ್ತಿ ಕೇರಳದ ಕಾಲಡಿ ಎಂಬ ಗ್ರಾಮದಲ್ಲಿ ಜನಿಸಿ ದೇಶವನ್ನು ಸುತ್ತಿ ಧರ್ಮ ಸಂಸ್ಥಾಪನೆ bbox=[965, 2175, 1288, 2246]
author-byline bbox=[1287, 1410, 1535, 1488]
